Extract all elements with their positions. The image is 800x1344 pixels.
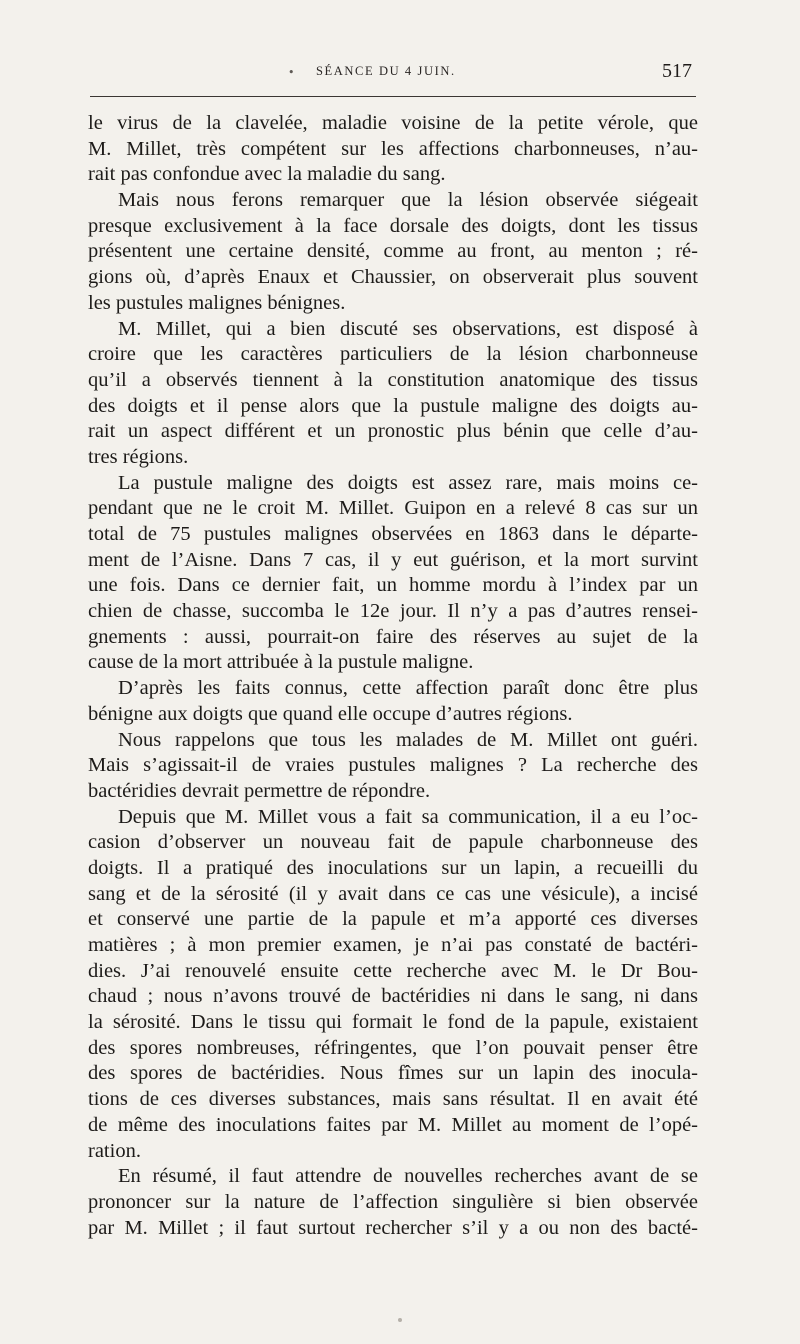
text-line: gnements : aussi, pourrait-on faire des réserves au sujet de la (88, 625, 698, 648)
text-line: tres régions. (88, 445, 189, 468)
text-line: M. Millet, qui a bien discuté ses observations, est disposé à (118, 317, 698, 340)
text-line: matières ; à mon premier examen, je n’ai pas constaté de bactéri- (88, 934, 698, 956)
text-line: En résumé, il faut attendre de nouvelles recherches avant de se (118, 1165, 698, 1188)
text-line: presque exclusivement à la face dorsale des doigts, dont les tissus (88, 214, 698, 237)
text-line: des spores nombreuses, réfringentes, que l’on pouvait penser être (88, 1036, 698, 1059)
text-line: croire que les caractères particuliers de la lésion charbonneuse (88, 343, 698, 366)
text-line: et conservé une partie de la papule et m’a apporté ces diverses (88, 908, 698, 931)
text-line: ment de l’Aisne. Dans 7 cas, il y eut guérison, et la mort survint (88, 548, 698, 571)
header-rule (90, 96, 696, 97)
text-line: M. Millet, très compétent sur les affections charbonneuses, n’au- (88, 137, 698, 160)
text-line: rait pas confondue avec la maladie du sang. (88, 163, 446, 186)
text-line: Mais s’agissait-il de vraies pustules malignes ? La recherche des (88, 754, 698, 777)
text-line: une fois. Dans ce dernier fait, un homme mordu à l’index par un (88, 574, 698, 597)
text-line: qu’il a observés tiennent à la constitution anatomique des tissus (88, 368, 698, 391)
text-line: présentent une certaine densité, comme au front, au menton ; ré- (88, 240, 698, 263)
text-line: total de 75 pustules malignes observées en 1863 dans le départe- (88, 523, 698, 545)
text-line: des spores de bactéridies. Nous fîmes sur un lapin des inocula- (88, 1062, 698, 1085)
body-text (88, 111, 698, 1241)
text-line: La pustule maligne des doigts est assez rare, mais moins ce- (118, 471, 698, 494)
text-line: cause de la mort attribuée à la pustule maligne. (88, 651, 474, 674)
text-line: chien de chasse, succomba le 12e jour. Il n’y a pas d’autres rensei- (88, 600, 698, 623)
text-line: des doigts et il pense alors que la pustule maligne des doigts au- (88, 394, 698, 417)
text-line: par M. Millet ; il faut surtout rechercher s’il y a ou non des bacté- (88, 1216, 698, 1239)
page-number: 517 (662, 60, 692, 82)
text-line: D’après les faits connus, cette affection paraît donc être plus (118, 677, 698, 700)
text-line: casion d’observer un nouveau fait de papule charbonneuse des (88, 831, 698, 854)
text-line: chaud ; nous n’avons trouvé de bactéridies ni dans le sang, ni dans (88, 985, 698, 1008)
text-line: sang et de la sérosité (il y avait dans ce cas une vésicule), a incisé (88, 882, 698, 905)
text-line: dies. J’ai renouvelé ensuite cette recherche avec M. le Dr Bou- (88, 959, 698, 982)
text-line: de même des inoculations faites par M. Millet au moment de l’opé- (88, 1113, 698, 1136)
text-line: bactéridies devrait permettre de répondre. (88, 779, 431, 802)
text-line: Nous rappelons que tous les malades de M. Millet ont guéri. (118, 728, 698, 751)
text-line: la sérosité. Dans le tissu qui formait le fond de la papule, existaient (88, 1011, 698, 1034)
text-line: prononcer sur la nature de l’affection singulière si bien observée (88, 1190, 698, 1213)
text-line: rait un aspect différent et un pronostic plus bénin que celle d’au- (88, 420, 698, 443)
text-line: bénigne aux doigts que quand elle occupe d’autres régions. (88, 702, 573, 725)
text-line: Depuis que M. Millet vous a fait sa communication, il a eu l’oc- (118, 805, 698, 828)
text-line: doigts. Il a pratiqué des inoculations sur un lapin, a recueilli du (88, 856, 698, 879)
header-bullet: • (288, 66, 295, 79)
text-line: Mais nous ferons remarquer que la lésion observée siégeait (118, 189, 698, 212)
running-title: SÉANCE DU 4 JUIN. (316, 64, 456, 78)
text-line: le virus de la clavelée, maladie voisine de la petite vérole, que (88, 112, 698, 134)
text-line: tions de ces diverses substances, mais sans résultat. Il en avait été (88, 1088, 698, 1111)
text-line: ration. (88, 1139, 141, 1162)
page-header (90, 60, 696, 90)
text-line: pendant que ne le croit M. Millet. Guipon en a relevé 8 cas sur un (88, 497, 698, 520)
text-line: gions où, d’après Enaux et Chaussier, on observerait plus souvent (88, 266, 698, 289)
text-line: les pustules malignes bénignes. (88, 291, 346, 314)
page-speck-mark (398, 1318, 402, 1322)
